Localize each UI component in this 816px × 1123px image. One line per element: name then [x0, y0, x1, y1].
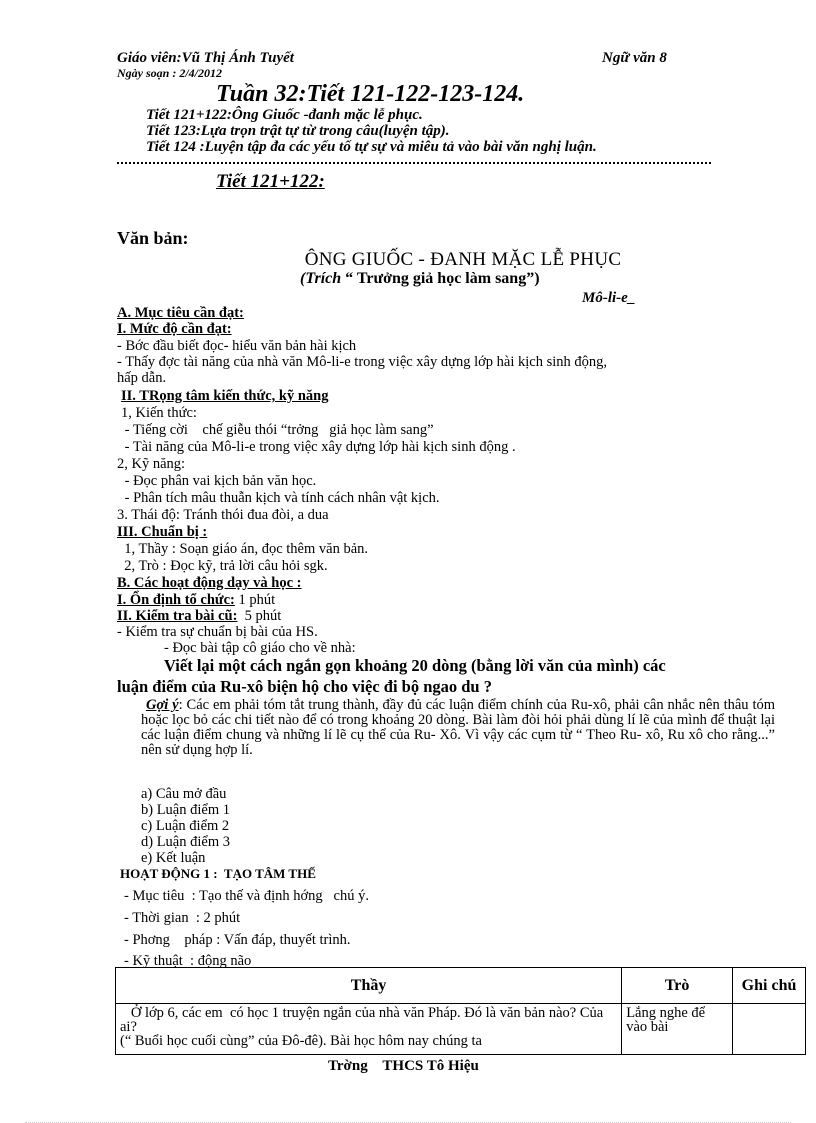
- focus-line-1: 1, Kiến thức:: [121, 405, 197, 421]
- goals-heading: A. Mục tiêu cần đạt:: [117, 305, 244, 321]
- table-row: [116, 1004, 806, 1055]
- activity-line-1: - Mục tiêu : Tạo thế và định hớng chú ý.: [124, 888, 369, 904]
- level-heading: I. Mức độ cần đạt:: [117, 321, 232, 337]
- work-author: Mô-li-e_: [582, 290, 636, 306]
- lesson-121-122: Tiết 121+122:Ông Giuốc -đanh mặc lễ phục.: [146, 107, 423, 123]
- activity-line-3: - Phơng pháp : Vấn đáp, thuyết trình.: [124, 932, 351, 948]
- exercise-prompt-1: Viết lại một cách ngắn gọn khoảng 20 dòng (bằng lời văn của mình) các: [164, 656, 666, 675]
- focus-line-6: - Phân tích mâu thuẫn kịch và tính cách nhân vật kịch.: [121, 490, 440, 506]
- cell-note: [733, 1004, 806, 1055]
- stabilize-heading: I. Ổn định tổ chức:: [117, 592, 235, 608]
- excerpt-name: “ Trưởng giả học làm sang”): [345, 270, 540, 287]
- outline-item: e) Kết luận: [141, 850, 206, 866]
- focus-line-3: - Tài năng của Mô-li-e trong việc xây dựng lớp hài kịch sinh động .: [121, 439, 516, 455]
- activities-heading: B. Các hoạt động dạy và học :: [117, 575, 302, 591]
- outline-item: b) Luận điểm 1: [141, 802, 230, 818]
- lesson-124: Tiết 124 :Luyện tập đa các yếu tố tự sự và miêu tả vào bài văn nghị luận.: [146, 139, 597, 155]
- activity-line-4: - Kỹ thuật : động não: [124, 953, 252, 969]
- section-title: Tiết 121+122:: [216, 171, 325, 192]
- level-line-1: - Bớc đầu biết đọc- hiểu văn bản hài kịch: [117, 338, 357, 354]
- outline-item: c) Luận điểm 2: [141, 818, 230, 834]
- column-header-note: Ghi chú: [733, 968, 806, 1004]
- week-title: Tuần 32:Tiết 121-122-123-124.: [216, 81, 525, 107]
- outline-item: a) Câu mở đầu: [141, 786, 227, 802]
- cell-teacher: Ở lớp 6, các em có học 1 truyện ngắn của nhà văn Pháp. Đó là văn bản nào? Của ai? (“ Buổi học cuối cùng” của Đô-đê). Bài học hôm nay chúng ta: [116, 1004, 622, 1055]
- prep-heading: III. Chuẩn bị :: [117, 524, 208, 540]
- column-header-teacher: Thầy: [116, 968, 622, 1004]
- hint-paragraph: [141, 698, 775, 758]
- text-label: Văn bản:: [117, 228, 189, 248]
- work-excerpt: [300, 270, 540, 288]
- focus-line-7: 3. Thái độ: Tránh thói đua đòi, a dua: [117, 507, 329, 523]
- outline-item: d) Luận điểm 3: [141, 834, 230, 850]
- dotted-separator: [117, 162, 711, 164]
- stabilize-row: [117, 593, 275, 608]
- activity-line-2: - Thời gian : 2 phút: [124, 910, 241, 926]
- prep-line-1: 1, Thầy : Soạn giáo án, đọc thêm văn bản.: [117, 541, 369, 557]
- subject-label: Ngữ văn 8: [602, 50, 667, 66]
- review-time: 5 phút: [237, 608, 282, 624]
- hint-text: : Các em phải tóm tắt trung thành, đầy đủ các luận điểm chính của Ru-xô, phải cân nhắc nên thâu tóm hoặc lọc bỏ các chi tiết nào để có trong khoảng 20 dòng. Bài làm đòi hỏi phải dùng lí lẽ của mình để thuật lại các luận điểm chung và những lí lẽ cụ thể của Ru- Xô. Vì vậy các cụm từ “ Theo Ru- xô, Ru xô cho rằng...” nên sử dụng hợp lí.: [141, 697, 776, 758]
- focus-line-4: 2, Kỹ năng:: [117, 456, 186, 472]
- work-title: ÔNG GIUỐC - ĐANH MẶC LỄ PHỤC: [304, 249, 622, 270]
- focus-heading: II. TRọng tâm kiến thức, kỹ năng: [121, 388, 329, 404]
- table-header-row: [116, 968, 806, 1004]
- focus-line-5: - Đọc phân vai kịch bản văn học.: [121, 473, 317, 489]
- level-line-2: - Thấy đợc tài năng của nhà văn Mô-li-e trong việc xây dựng lớp hài kịch sinh động,: [117, 354, 608, 370]
- activity-heading: HOẠT ĐỘNG 1 : TẠO TÂM THẾ: [120, 866, 316, 881]
- review-heading: II. Kiểm tra bài cũ:: [117, 608, 238, 624]
- lesson-plan-table: [115, 967, 806, 1055]
- prep-line-2: 2, Trò : Đọc kỹ, trả lời câu hỏi sgk.: [117, 558, 328, 574]
- preparation-date: Ngày soạn : 2/4/2012: [117, 66, 222, 80]
- review-row: [117, 609, 281, 624]
- school-footer: Trờng THCS Tô Hiệu: [328, 1058, 479, 1074]
- cell-student: Lắng nghe để vào bài: [622, 1004, 733, 1055]
- exercise-prompt-2: luận điểm của Ru-xô biện hộ cho việc đi bộ ngao du ?: [117, 677, 492, 696]
- lesson-123: Tiết 123:Lựa trọn trật tự từ trong câu(luyện tập).: [146, 123, 450, 139]
- hint-label: Gợi ý: [146, 697, 179, 713]
- stabilize-time: 1 phút: [234, 592, 276, 608]
- level-line-3: hấp dẫn.: [117, 370, 167, 386]
- excerpt-prefix: (Trích: [300, 270, 342, 287]
- focus-line-2: - Tiếng cời chế giễu thói “trởng giả học làm sang”: [121, 422, 434, 438]
- column-header-student: Trò: [622, 968, 733, 1004]
- teacher-name: Giáo viên:Vũ Thị Ánh Tuyết: [117, 50, 294, 66]
- homework-line: - Đọc bài tập cô giáo cho về nhà:: [164, 640, 356, 656]
- check-line: - Kiểm tra sự chuẩn bị bài của HS.: [117, 624, 318, 640]
